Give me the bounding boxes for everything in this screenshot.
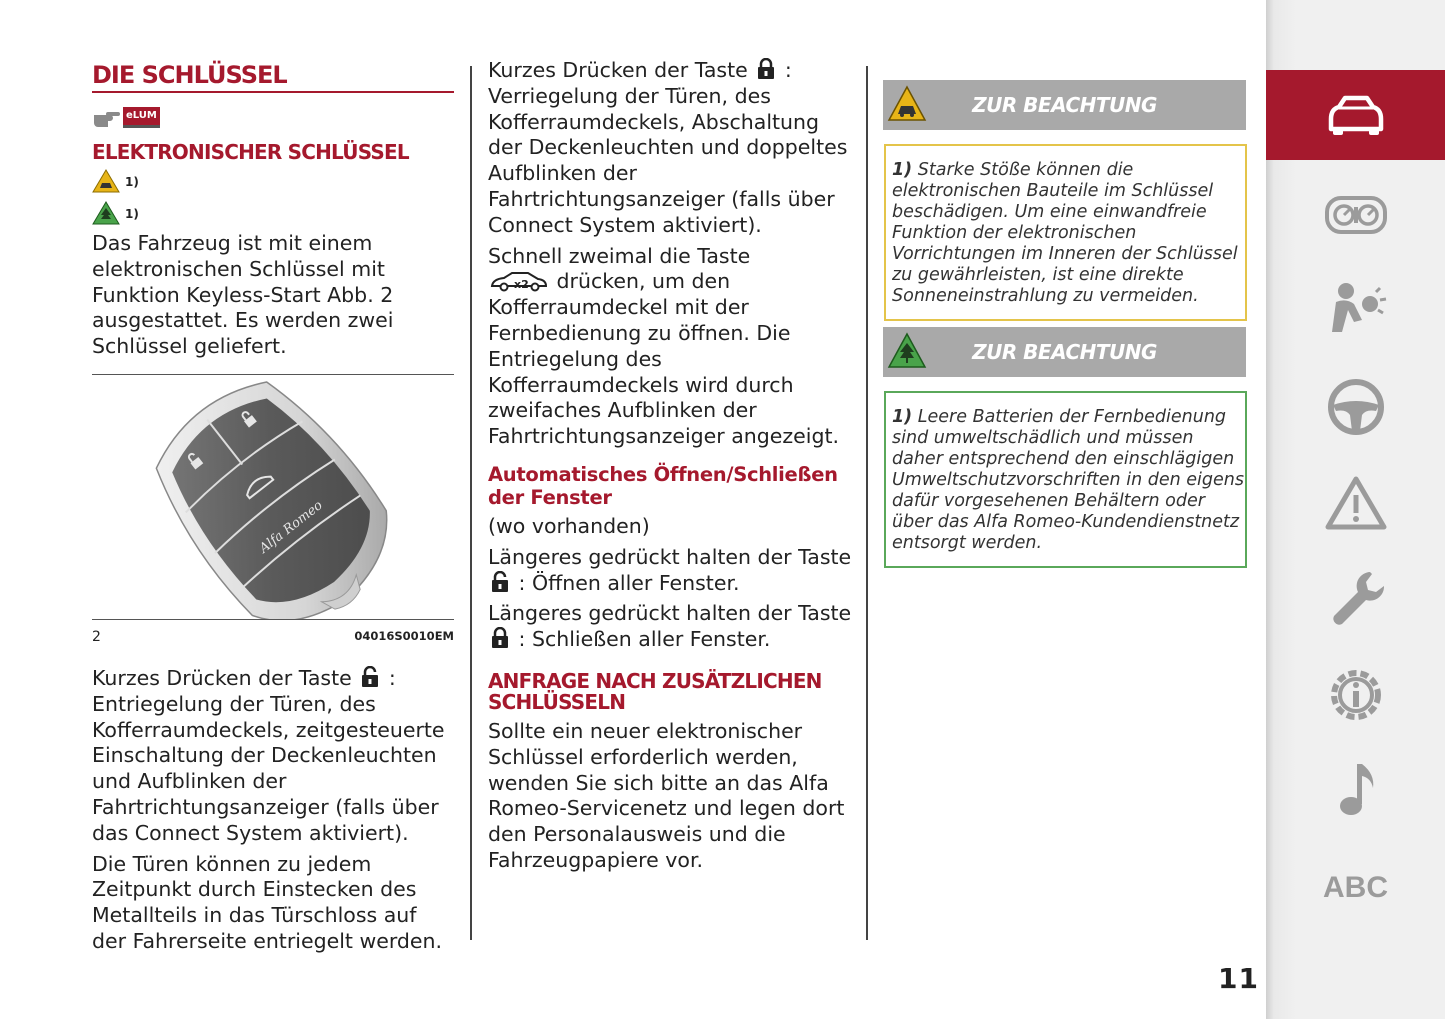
request-paragraph: Sollte ein neuer elektronischer Schlüssel erforderlich werden, wenden Sie sich bitte an das Alfa Romeo-Servicenetz und legen dort den Personalausweis und die Fahrzeugpapiere vor.	[488, 718, 845, 872]
sidebar-item-technical-data[interactable]	[1266, 650, 1445, 740]
trunk-text-pre: Schnell zweimal die Taste	[488, 243, 751, 268]
sidebar-item-safety[interactable]	[1266, 265, 1445, 355]
key-figure	[92, 375, 454, 619]
lock-button-icon	[490, 627, 510, 649]
figure-code: 04016S0010EM	[354, 628, 454, 643]
elum-badge: eLUM	[123, 107, 160, 128]
sidebar-item-vehicle[interactable]	[1266, 70, 1445, 160]
instrument-panel-icon	[1324, 194, 1388, 236]
note-ref: 1)	[892, 160, 913, 180]
heading-underline	[92, 91, 454, 93]
unlock-text-post: : Entriegelung der Türen, des Kofferraumdeckels, zeitgesteuerte Einschaltung der Deckenleuchten und Aufblinken der Fahrtrichtungsanzeiger (falls über das Connect System aktiviert).	[92, 665, 445, 845]
electronic-key-image	[92, 375, 454, 619]
airbag-seat-icon	[1324, 280, 1388, 340]
sidebar-item-maintenance[interactable]	[1266, 555, 1445, 645]
note-text: Leere Batterien der Fernbedienung sind umweltschädlich und müssen daher entsprechend den einschlägigen Umweltschutzvorschriften in den eigens dafür vorgesehenen Behältern oder über das Alfa Romeo-Kundendienstnetz entsorgt werden.	[892, 407, 1244, 553]
figure-caption-row	[92, 629, 454, 655]
wrench-icon	[1326, 568, 1386, 632]
lock-paragraph	[488, 58, 853, 239]
close-text-post: : Schließen aller Fenster.	[518, 627, 771, 652]
intro-paragraph: Das Fahrzeug ist mit einem elektronischen Schlüssel mit Funktion Keyless-Start Abb. 2 ausgestattet. Es werden zwei Schlüssel geliefert.	[92, 231, 394, 359]
pointing-hand-icon	[92, 109, 122, 129]
lock-button-icon	[756, 58, 776, 80]
windows-close-paragraph	[488, 601, 853, 653]
trunk-paragraph	[488, 244, 853, 450]
sidebar-item-driving[interactable]	[1266, 362, 1445, 452]
unlock-paragraph	[92, 666, 454, 847]
request-heading: ANFRAGE NACH ZUSÄTZLICHEN SCHLÜSSELN	[488, 668, 822, 714]
music-note-icon	[1331, 760, 1381, 820]
warning-ref-row-1	[92, 169, 454, 197]
note-ref: 1)	[892, 407, 913, 427]
unlock-text-pre: Kurzes Drücken der Taste	[92, 665, 352, 690]
sidebar-item-instruments[interactable]	[1266, 170, 1445, 260]
key-brand-logo: Alfa Romeo	[256, 497, 326, 557]
trunk-icon-label: x2	[514, 278, 529, 292]
car-warning-icon	[92, 169, 120, 193]
sidebar-item-index[interactable]	[1266, 843, 1445, 933]
middle-column	[488, 58, 853, 879]
close-text-pre: Längeres gedrückt halten der Taste	[488, 601, 852, 626]
column-divider-2	[866, 66, 868, 940]
sidebar-item-multimedia[interactable]	[1266, 745, 1445, 835]
warning-ref-row-2	[92, 201, 454, 229]
gear-info-icon	[1324, 663, 1388, 727]
steering-wheel-icon	[1326, 377, 1386, 437]
elum-row	[92, 104, 454, 130]
warning-ref: 1)	[125, 175, 139, 189]
windows-open-paragraph	[488, 545, 853, 597]
note-header-2	[883, 327, 1246, 377]
environment-tree-icon	[92, 201, 120, 225]
doors-paragraph: Die Türen können zu jedem Zeitpunkt durch Einstecken des Metallteils in das Türschloss auf der Fahrerseite entriegelt werden.	[92, 851, 443, 953]
subheading: ELEKTRONISCHER SCHLÜSSEL	[92, 140, 409, 164]
trunk-button-icon	[490, 270, 548, 292]
open-text-post: : Öffnen aller Fenster.	[518, 570, 740, 595]
left-column	[92, 58, 454, 960]
column-divider-1	[470, 66, 472, 940]
figure-number: 2	[92, 628, 101, 645]
lock-text-pre: Kurzes Drücken der Taste	[488, 58, 748, 82]
unlock-button-icon	[490, 571, 510, 593]
windows-heading: Automatisches Öffnen/Schließen der Fenster	[488, 462, 838, 509]
abc-index-label: ABC	[1323, 871, 1388, 904]
lock-text-post: : Verriegelung der Türen, des Kofferraumdeckels, Abschaltung der Deckenleuchten und doppeltes Aufblinken der Fahrtrichtungsanzeiger (falls über Connect System aktiviert).	[488, 58, 848, 237]
open-text-pre: Längeres gedrückt halten der Taste	[488, 544, 852, 569]
figure-bottom-rule	[92, 619, 454, 620]
car-icon	[1325, 93, 1387, 137]
page-number: 11	[1218, 962, 1259, 995]
note-title: ZUR BEACHTUNG	[972, 340, 1157, 364]
note-title: ZUR BEACHTUNG	[972, 93, 1157, 117]
trunk-text-post: drücken, um den Kofferraumdeckel mit der Fernbedienung zu öffnen. Die Entriegelung des Kofferraumdeckels wird durch zweifaches Aufblinken der Fahrtrichtungsanzeiger angezeigt.	[488, 269, 840, 449]
note-box-1	[884, 144, 1247, 321]
section-heading: DIE SCHLÜSSEL	[92, 61, 287, 89]
warning-triangle-icon	[1325, 475, 1387, 531]
note-box-2	[884, 391, 1247, 568]
sidebar-item-emergency[interactable]	[1266, 458, 1445, 548]
note-header-1	[883, 80, 1246, 130]
note-text: Starke Stöße können die elektronischen Bauteile im Schlüssel beschädigen. Um eine einwandfreie Funktion der elektronischen Vorrichtungen im Inneren der Schlüssel zu gewährleisten, ist eine direkte Sonneneinstrahlung zu vermeiden.	[892, 160, 1238, 306]
unlock-button-icon	[360, 666, 380, 688]
chapter-sidebar	[1266, 0, 1445, 1019]
environment-ref: 1)	[125, 207, 139, 221]
windows-availability: (wo vorhanden)	[488, 513, 650, 538]
